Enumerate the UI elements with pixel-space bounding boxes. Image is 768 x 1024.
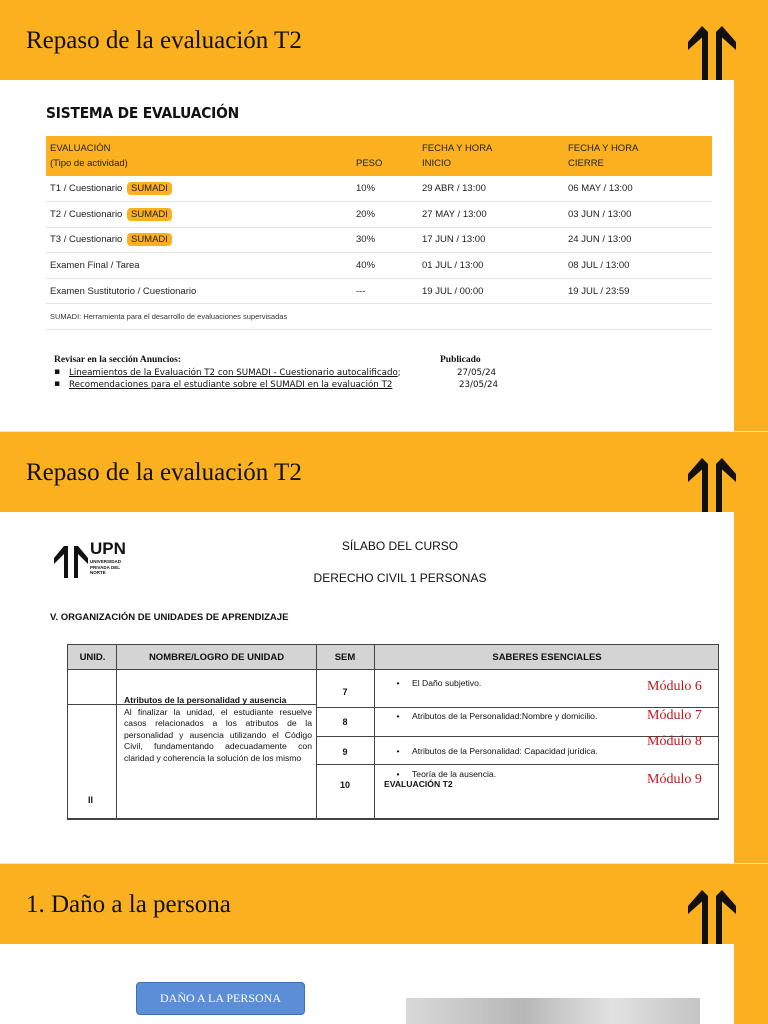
table-rule (68, 818, 719, 819)
unit-description (124, 695, 312, 765)
week-number: 10 (339, 780, 350, 790)
upn-arrows-logo-icon (688, 886, 736, 944)
module-label: Módulo 7 (647, 708, 702, 723)
upn-logo-subtitle: UNIVERSIDAD PRIVADA DEL NORTE (90, 559, 122, 575)
list-item: ▪ Lineamientos de la Evaluación T2 con SUMADI - Cuestionario autocalificado; 27/05/24 (54, 368, 524, 380)
slide-evaluation-review (0, 0, 768, 432)
weight-cell: 10% (352, 176, 418, 202)
weight-cell: 20% (352, 202, 418, 228)
section-heading: V. ORGANIZACIÓN DE UNIDADES DE APRENDIZAJE (50, 612, 289, 623)
slide-title: Repaso de la evaluación T2 (26, 27, 302, 54)
list-item: • Atributos de la Personalidad:Nombre y domicilio. (396, 711, 598, 721)
sumadi-tag: SUMADI (127, 233, 172, 246)
table-row (46, 202, 712, 228)
table-rule (374, 645, 375, 820)
start-cell: 01 JUL / 13:00 (418, 253, 564, 279)
announcements-list (54, 368, 524, 392)
slide-title: 1. Daño a la persona (26, 891, 231, 918)
sumadi-tag: SUMADI (127, 182, 172, 195)
units-table (67, 644, 719, 820)
table-rule (316, 764, 719, 765)
end-cell: 06 MAY / 13:00 (564, 176, 712, 202)
table-row (46, 227, 712, 253)
course-name: DERECHO CIVIL 1 PERSONAS (313, 571, 487, 585)
syllabus-title: SÍLABO DEL CURSO (341, 539, 459, 553)
announcement-date: 27/05/24 (457, 368, 497, 378)
end-cell: 08 JUL / 13:00 (564, 253, 712, 279)
announcement-link[interactable]: Recomendaciones para el estudiante sobre el SUMADI en la evaluación T2 (69, 380, 393, 390)
week-number: 9 (342, 747, 348, 757)
list-item: • El Daño subjetivo. (396, 678, 482, 688)
evaluation-system-heading: SISTEMA DE EVALUACIÓN (46, 104, 240, 122)
week-number: 8 (342, 717, 348, 727)
module-label: Módulo 6 (647, 679, 702, 694)
upn-arrows-logo-icon (688, 22, 736, 80)
unit-number: II (88, 795, 94, 805)
start-cell: 19 JUL / 00:00 (418, 278, 564, 304)
announcements-header (54, 355, 524, 367)
end-cell: 19 JUL / 23:59 (564, 278, 712, 304)
table-row (46, 278, 712, 304)
col-header-nombre: NOMBRE/LOGRO DE UNIDAD (117, 645, 316, 670)
slide-title: Repaso de la evaluación T2 (26, 459, 302, 486)
sumadi-note: SUMADI: Herramienta para el desarrollo de evaluaciones supervisadas (46, 304, 712, 330)
list-item (54, 380, 524, 392)
announcement-link[interactable]: Lineamientos de la Evaluación T2 con SUMADI - Cuestionario autocalificado (69, 368, 398, 378)
table-row (46, 253, 712, 279)
evaluation-label: Examen Sustitutorio / Cuestionario (46, 278, 352, 304)
start-cell: 27 MAY / 13:00 (418, 202, 564, 228)
unit-title: Atributos de la personalidad y ausencia (124, 695, 287, 705)
col-header-cierre: FECHA Y HORA CIERRE (564, 136, 712, 176)
announcements-heading: Revisar en la sección Anuncios: (54, 355, 182, 365)
list-item: • Atributos de la Personalidad: Capacidad jurídica. (396, 746, 598, 756)
weight-cell: 30% (352, 227, 418, 253)
table-note-row (46, 304, 712, 330)
col-header-evaluacion: EVALUACIÓN (Tipo de actividad) (46, 136, 352, 176)
list-item: • Teoría de la ausencia. (396, 769, 497, 779)
evaluation-t2-label: EVALUACIÓN T2 (384, 779, 453, 789)
announcements-block (54, 355, 524, 392)
week-number: 7 (342, 687, 348, 697)
announcement-date: 23/05/24 (459, 380, 499, 390)
dano-persona-button[interactable]: DAÑO A LA PERSONA (136, 982, 305, 1015)
evaluation-label: T3 / Cuestionario SUMADI (46, 227, 352, 253)
accent-rail (734, 432, 768, 864)
sumadi-tag: SUMADI (127, 208, 172, 221)
end-cell: 24 JUN / 13:00 (564, 227, 712, 253)
accent-rail (734, 864, 768, 1024)
slide-syllabus (0, 432, 768, 864)
unit-goal: Al finalizar la unidad, el estudiante resuelve casos relacionados a los atributos de la personalidad y ausencia utilizando el Código Civil, fundamentando adecuadamente con claridad y coherencia la solución de los mismo (124, 706, 312, 763)
table-row (46, 176, 712, 202)
weight-cell: 40% (352, 253, 418, 279)
evaluation-label: T1 / Cuestionario SUMADI (46, 176, 352, 202)
end-cell: 03 JUN / 13:00 (564, 202, 712, 228)
evaluation-label: Examen Final / Tarea (46, 253, 352, 279)
col-header-saberes: SABERES ESENCIALES (374, 645, 719, 670)
upn-arrows-logo-icon (688, 454, 736, 512)
accent-rail (734, 0, 768, 432)
slide-dano-persona (0, 864, 768, 1024)
person-photo (406, 998, 700, 1024)
start-cell: 29 ABR / 13:00 (418, 176, 564, 202)
weight-cell: --- (352, 278, 418, 304)
col-header-peso: PESO (352, 136, 418, 176)
evaluation-label: T2 / Cuestionario SUMADI (46, 202, 352, 228)
module-label: Módulo 8 (647, 734, 702, 749)
col-header-inicio: FECHA Y HORA INICIO (418, 136, 564, 176)
table-rule (116, 645, 117, 820)
published-label: Publicado (440, 355, 481, 365)
module-label: Módulo 9 (647, 772, 702, 787)
col-header-unid: UNID. (68, 645, 117, 670)
col-header-sem: SEM (316, 645, 374, 670)
evaluation-table (46, 136, 712, 330)
table-rule (316, 645, 317, 820)
start-cell: 17 JUN / 13:00 (418, 227, 564, 253)
table-header-row (46, 136, 712, 176)
upn-logo-text: UPN (90, 539, 126, 558)
